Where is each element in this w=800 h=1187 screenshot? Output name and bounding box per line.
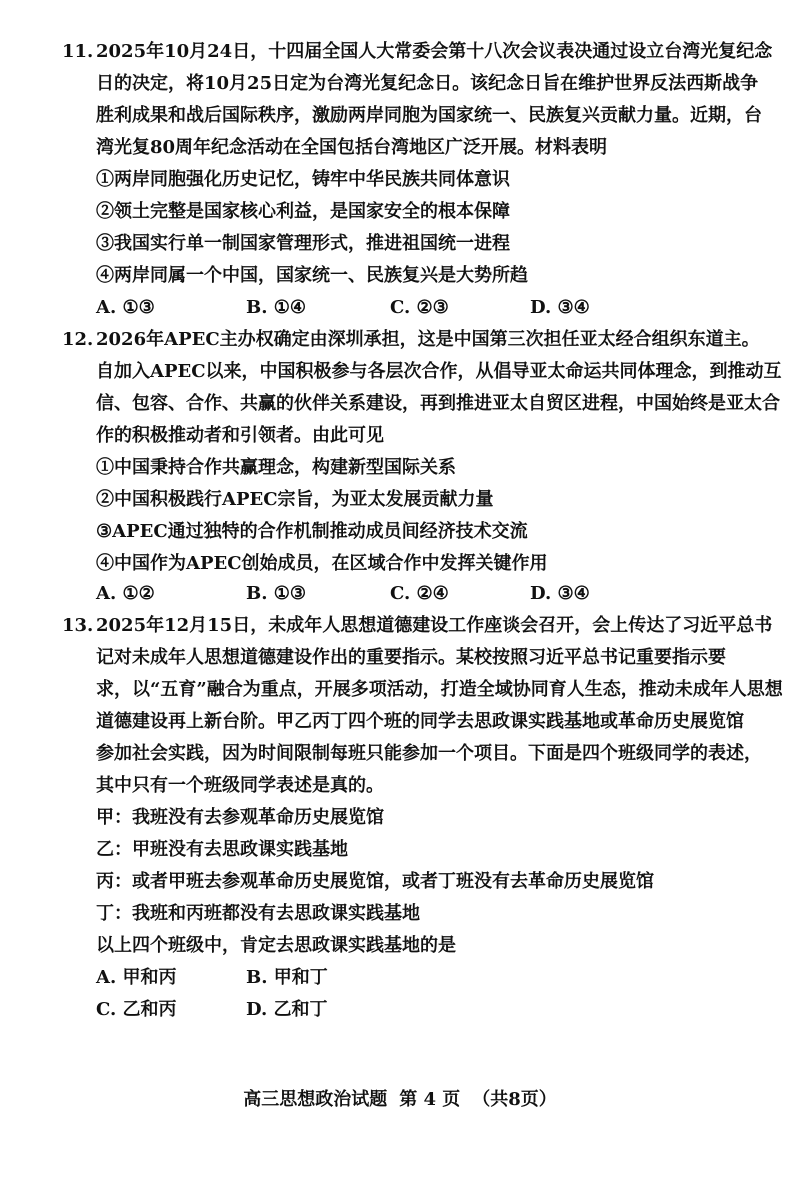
question-stem-line: 13. 2025年12月15日，未成年人思想道德建设工作座谈会召开，会上传达了习近平总书: [62, 615, 773, 636]
choice-c: C. 乙和丙: [96, 999, 177, 1020]
footer-total-pages: （共8页）: [472, 1089, 557, 1110]
question-number: 11.: [62, 41, 94, 62]
choice-c: C. ②③: [390, 297, 449, 318]
statement-item: ①中国秉持合作共赢理念，构建新型国际关系: [96, 457, 456, 478]
question-number: 12.: [62, 329, 94, 350]
choice-d: D. ③④: [530, 583, 590, 604]
footer-title: 高三思想政治试题: [243, 1089, 388, 1110]
choice-b: B. ①③: [246, 583, 307, 604]
choice-d: D. 乙和丁: [246, 999, 328, 1020]
question-stem-line: 其中只有一个班级同学表述是真的。: [96, 775, 384, 796]
question-number: 13.: [62, 615, 94, 636]
statement-item: ③APEC通过独特的合作机制推动成员间经济技术交流: [96, 521, 528, 542]
choice-a: A. 甲和丙: [96, 967, 177, 988]
question-stem-line: 湾光复80周年纪念活动在全国包括台湾地区广泛开展。材料表明: [96, 137, 608, 158]
choice-b: B. 甲和丁: [246, 967, 328, 988]
statement-item: 丁：我班和丙班都没有去思政课实践基地: [96, 903, 420, 924]
question-stem-line: 作的积极推动者和引领者。由此可见: [96, 425, 384, 446]
statement-item: 甲：我班没有去参观革命历史展览馆: [96, 807, 384, 828]
question-stem-line: 道德建设再上新台阶。甲乙丙丁四个班的同学去思政课实践基地或革命历史展览馆: [96, 711, 744, 732]
statement-item: ②领土完整是国家核心利益，是国家安全的根本保障: [96, 201, 510, 222]
question-prompt: 以上四个班级中，肯定去思政课实践基地的是: [96, 935, 456, 956]
question-stem-line: 参加社会实践，因为时间限制每班只能参加一个项目。下面是四个班级同学的表述，: [96, 743, 762, 764]
statement-item: 乙：甲班没有去思政课实践基地: [96, 839, 348, 860]
statement-item: ③我国实行单一制国家管理形式，推进祖国统一进程: [96, 233, 510, 254]
question-stem-line: 12. 2026年APEC主办权确定由深圳承担，这是中国第三次担任亚太经合组织东道主。: [62, 329, 760, 350]
choice-d: D. ③④: [530, 297, 590, 318]
statement-item: ②中国积极践行APEC宗旨，为亚太发展贡献力量: [96, 489, 494, 510]
question-stem-line: 日的决定，将10月25日定为台湾光复纪念日。该纪念日旨在维护世界反法西斯战争: [96, 73, 759, 94]
choice-a: A. ①②: [96, 583, 155, 604]
choice-a: A. ①③: [96, 297, 155, 318]
question-stem-line: 11. 2025年10月24日，十四届全国人大常委会第十八次会议表决通过设立台湾光复纪念: [62, 41, 773, 62]
question-stem-line: 记对未成年人思想道德建设作出的重要指示。某校按照习近平总书记重要指示要: [96, 647, 726, 668]
question-stem-line: 信、包容、合作、共赢的伙伴关系建设，再到推进亚太自贸区进程，中国始终是亚太合: [96, 393, 780, 414]
page-footer: [0, 1088, 800, 1112]
statement-item: ④中国作为APEC创始成员，在区域合作中发挥关键作用: [96, 553, 548, 574]
statement-item: ①两岸同胞强化历史记忆，铸牢中华民族共同体意识: [96, 169, 510, 190]
statement-item: ④两岸同属一个中国，国家统一、民族复兴是大势所趋: [96, 265, 528, 286]
statement-item: 丙：或者甲班去参观革命历史展览馆，或者丁班没有去革命历史展览馆: [96, 871, 654, 892]
choice-c: C. ②④: [390, 583, 449, 604]
question-stem-line: 胜利成果和战后国际秩序，激励两岸同胞为国家统一、民族复兴贡献力量。近期，台: [96, 105, 762, 126]
question-stem-line: 求，以“五育”融合为重点，开展多项活动，打造全域协同育人生态，推动未成年人思想: [96, 679, 783, 700]
question-stem-line: 自加入APEC以来，中国积极参与各层次合作，从倡导亚太命运共同体理念，到推动互: [96, 361, 782, 382]
choice-b: B. ①④: [246, 297, 307, 318]
footer-page-number: 第 4 页: [399, 1089, 461, 1110]
